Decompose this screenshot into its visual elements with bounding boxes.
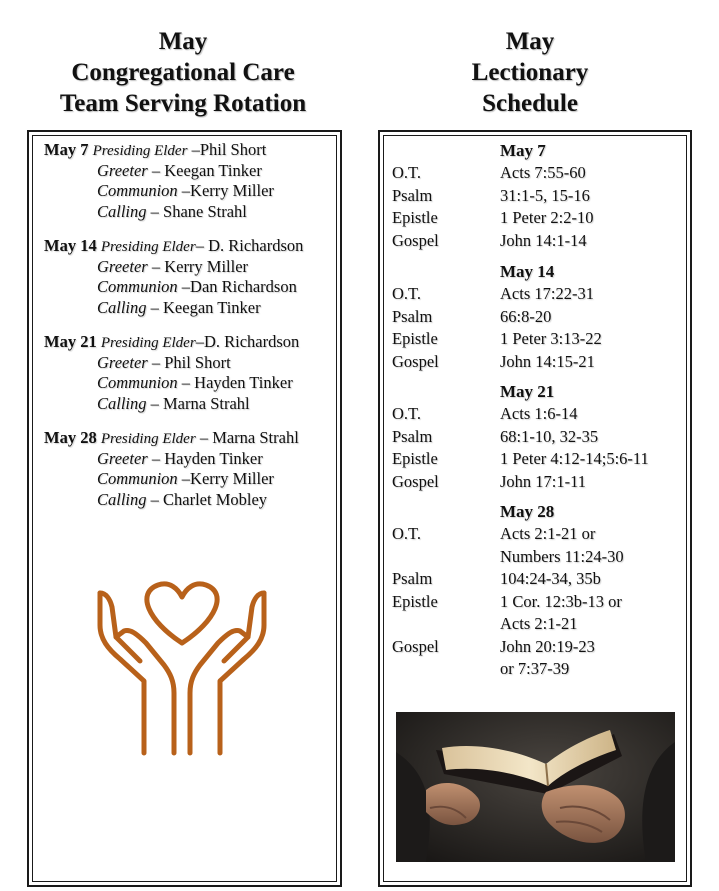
heading-line: Lectionary: [471, 59, 589, 86]
role-separator: –: [147, 448, 165, 468]
reading-citation: John 14:15-21: [500, 351, 595, 371]
role-label: Communion: [97, 469, 178, 488]
communion-line: [44, 181, 274, 202]
greeter-line: [44, 449, 299, 470]
reading-citation: Acts 7:55-60: [500, 163, 586, 182]
role-separator: –: [146, 393, 164, 413]
heading-line: Congregational Care: [71, 59, 295, 86]
reading-citation: Acts 17:22-31: [500, 284, 594, 303]
rotation-week: [44, 140, 274, 222]
role-separator: –: [146, 489, 164, 509]
person-name: Marna Strahl: [212, 428, 299, 447]
heading-line: May: [505, 28, 555, 55]
role-separator: –: [195, 332, 204, 351]
role-separator: –: [147, 352, 165, 372]
rotation-week: [44, 428, 299, 510]
reading-citation: John 17:1-11: [500, 471, 587, 491]
heading-line: May: [158, 28, 208, 55]
role-separator: –: [146, 201, 164, 221]
reading-label: Gospel: [392, 636, 439, 656]
role-separator: –: [177, 181, 191, 200]
communion-line: [44, 373, 299, 394]
calling-line: [44, 298, 303, 319]
week-date: May 14: [44, 236, 97, 255]
reading-label: Epistle: [392, 449, 438, 468]
person-name: Dan Richardson: [190, 277, 297, 296]
rotation-week: [44, 236, 303, 318]
person-name: Kerry Miller: [190, 469, 274, 488]
role-label: Presiding Elder: [100, 239, 196, 255]
person-name: D. Richardson: [203, 332, 300, 351]
person-name: Charlet Mobley: [163, 489, 268, 509]
role-separator: –: [147, 160, 165, 180]
reading-label: Gospel: [392, 230, 439, 250]
person-name: Kerry Miller: [190, 181, 274, 200]
role-label: Communion: [97, 373, 178, 392]
role-separator: –: [146, 297, 164, 317]
elder-line: [44, 140, 274, 161]
role-label: Calling: [97, 489, 147, 509]
calling-line: [44, 394, 299, 415]
person-name: Marna Strahl: [163, 393, 250, 413]
lectionary-date: May 14: [500, 262, 555, 281]
heading-line: Team Serving Rotation: [59, 90, 307, 117]
reading-citation: Acts 2:1-21: [500, 614, 578, 633]
person-name: Phil Short: [199, 140, 267, 159]
role-separator: –: [195, 428, 213, 447]
role-label: Greeter: [97, 352, 148, 372]
hands-heart-icon: [92, 575, 272, 760]
elder-line: [44, 236, 303, 257]
role-label: Calling: [97, 393, 147, 413]
reading-citation: 1 Peter 2:2-10: [500, 208, 594, 227]
reading-label: O.T.: [392, 524, 422, 543]
reading-citation: John 14:1-14: [500, 230, 587, 250]
communion-line: [44, 469, 299, 490]
reading-label: Psalm: [392, 426, 433, 446]
role-label: Presiding Elder: [100, 335, 196, 351]
hands-holding-bible-photo: [396, 712, 675, 862]
role-label: Presiding Elder: [92, 143, 188, 159]
reading-citation: 1 Peter 3:13-22: [500, 329, 602, 348]
greeter-line: [44, 353, 299, 374]
reading-label: O.T.: [392, 163, 422, 182]
elder-line: [44, 428, 299, 449]
role-separator: –: [187, 140, 200, 159]
role-label: Presiding Elder: [100, 431, 196, 447]
reading-citation: Acts 2:1-21 or: [500, 524, 596, 543]
reading-label: Psalm: [392, 569, 433, 588]
calling-line: [44, 202, 274, 223]
lectionary-date: May 21: [500, 382, 555, 401]
week-date: May 28: [44, 428, 97, 447]
reading-citation: 1 Peter 4:12-14;5:6-11: [500, 449, 649, 468]
reading-label: O.T.: [392, 404, 422, 423]
reading-label: Epistle: [392, 329, 438, 348]
reading-citation: Numbers 11:24-30: [500, 546, 624, 566]
person-name: D. Richardson: [208, 236, 304, 255]
reading-citation: 31:1-5, 15-16: [500, 185, 590, 205]
person-name: Shane Strahl: [163, 201, 247, 221]
reading-citation: 104:24-34, 35b: [500, 569, 601, 588]
person-name: Keegan Tinker: [163, 297, 261, 317]
reading-label: Gospel: [392, 351, 439, 371]
role-separator: –: [147, 256, 165, 276]
week-date: May 7: [44, 140, 89, 159]
reading-label: O.T.: [392, 284, 422, 303]
rotation-week: [44, 332, 299, 414]
reading-label: Epistle: [392, 591, 438, 611]
reading-label: Psalm: [392, 185, 433, 205]
calling-line: [44, 490, 299, 511]
greeter-line: [44, 161, 274, 182]
lectionary-heading: [380, 26, 680, 119]
reading-citation: John 20:19-23: [500, 636, 595, 656]
heading-line: Schedule: [482, 90, 578, 117]
week-date: May 21: [44, 332, 97, 351]
person-name: Phil Short: [164, 352, 231, 372]
role-label: Greeter: [97, 160, 148, 180]
reading-citation: Acts 1:6-14: [500, 404, 578, 423]
reading-citation: 66:8-20: [500, 306, 552, 326]
role-label: Greeter: [97, 448, 148, 468]
role-separator: –: [195, 236, 209, 255]
rotation-heading: [8, 26, 358, 119]
person-name: Hayden Tinker: [164, 448, 263, 468]
role-separator: –: [177, 469, 191, 488]
person-name: Kerry Miller: [164, 256, 249, 276]
role-label: Greeter: [97, 256, 148, 276]
role-label: Communion: [97, 277, 178, 296]
lectionary-date: May 28: [500, 502, 555, 521]
role-label: Calling: [97, 297, 147, 317]
elder-line: [44, 332, 299, 353]
reading-label: Epistle: [392, 208, 438, 227]
communion-line: [44, 277, 303, 298]
lectionary-date: May 7: [500, 141, 546, 160]
role-label: Calling: [97, 201, 147, 221]
person-name: Hayden Tinker: [194, 373, 293, 392]
role-separator: –: [177, 373, 195, 392]
role-separator: –: [177, 277, 191, 296]
reading-citation: 68:1-10, 32-35: [500, 426, 599, 446]
person-name: Keegan Tinker: [164, 160, 262, 180]
reading-citation: 1 Cor. 12:3b-13 or: [500, 591, 622, 611]
greeter-line: [44, 257, 303, 278]
reading-label: Psalm: [392, 306, 433, 326]
reading-citation: or 7:37-39: [500, 659, 570, 678]
role-label: Communion: [97, 181, 178, 200]
reading-label: Gospel: [392, 471, 439, 491]
